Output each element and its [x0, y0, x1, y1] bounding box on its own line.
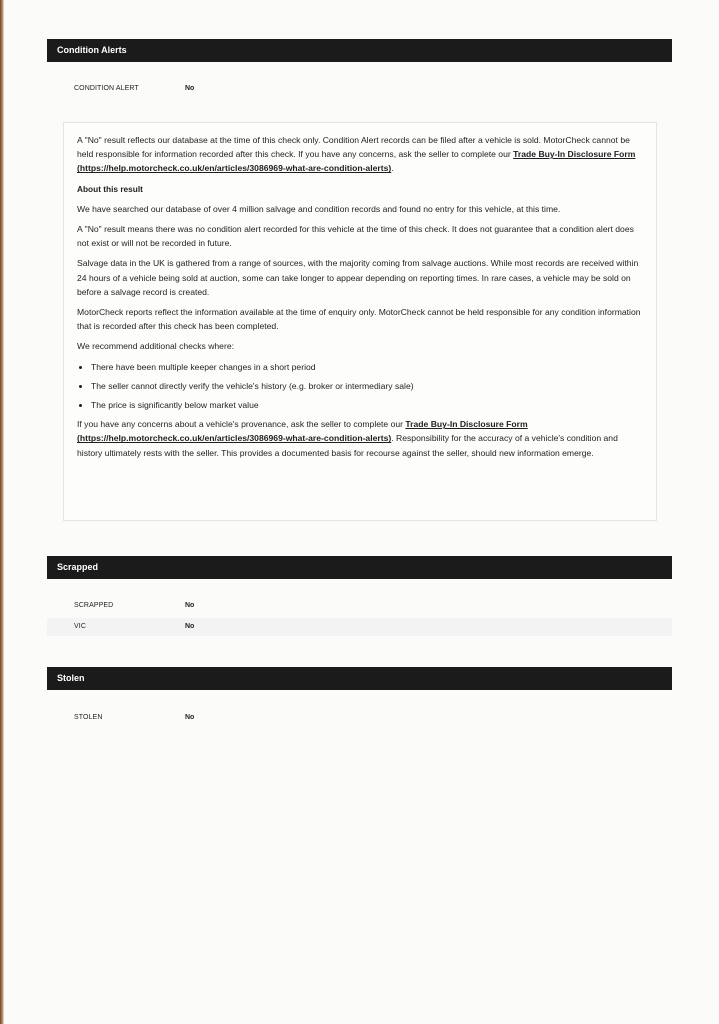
vic-label: VIC — [74, 623, 86, 630]
trade-buy-in-form-link[interactable]: Trade Buy-In Disclosure Form (https://help.motorcheck.co.uk/en/articles/3086969-what-are-condition-alerts) — [77, 149, 636, 174]
about-result-heading: About this result — [77, 183, 143, 194]
condition-alerts-header: Condition Alerts — [47, 39, 672, 62]
salvage-data-paragraph: Salvage data in the UK is gathered from a range of sources, with the majority coming from salvage auctions. While most records are received within 24 hours of a vehicle being sold at auction, some can take longer to appear depending on reporting times. In rare cases, a vehicle may be sold on before a salvage record is created. — [77, 258, 639, 297]
condition-alert-value: No — [185, 85, 195, 92]
condition-alert-row — [47, 80, 672, 98]
vic-value: No — [185, 623, 195, 630]
vic-row — [47, 618, 672, 636]
list-item: • The price is significantly below market value — [91, 398, 643, 412]
list-item: • There have been multiple keeper changes in a short period — [91, 360, 643, 374]
provenance-paragraph — [77, 417, 643, 460]
disclaimer-paragraph — [77, 133, 643, 176]
provenance-end: . Responsibility for the accuracy of a vehicle's condition and history ultimately rests with the seller. This provides a documented basis for recourse against the seller, should new information emerge. — [77, 433, 618, 458]
recommended-checks-list — [77, 360, 643, 413]
disclaimer-end: . — [391, 163, 394, 174]
stolen-header: Stolen — [47, 667, 672, 690]
report-scope-paragraph: MotorCheck reports reflect the information available at the time of enquiry only. MotorCheck cannot be held responsible for any condition information that is recorded after this check has been completed. — [77, 307, 641, 332]
stolen-label: STOLEN — [74, 714, 103, 721]
stolen-value: No — [185, 714, 195, 721]
provenance-text: If you have any concerns about a vehicle's provenance, ask the seller to complete our — [77, 419, 406, 430]
condition-alert-label: CONDITION ALERT — [74, 85, 139, 92]
page-edge — [0, 0, 4, 1024]
trade-buy-in-form-link-2[interactable]: Trade Buy-In Disclosure Form (https://help.motorcheck.co.uk/en/articles/3086969-what-are-condition-alerts) — [77, 419, 528, 444]
scrapped-header: Scrapped — [47, 556, 672, 579]
no-result-meaning-paragraph: A "No" result means there was no condition alert recorded for this vehicle at the time of this check. It does not guarantee that a condition alert does not exist or will not be recorded in future. — [77, 224, 634, 249]
scrapped-label: SCRAPPED — [74, 602, 114, 609]
scrapped-value: No — [185, 602, 195, 609]
disclaimer-text: A "No" result reflects our database at the time of this check only. Condition Alert records can be filed after a vehicle is sold. MotorCheck cannot be held responsible for information recorded after this check. If you have any concerns, ask the seller to complete our — [77, 135, 630, 160]
search-result-paragraph: We have searched our database of over 4 million salvage and condition records and found no entry for this vehicle, at this time. — [77, 203, 561, 214]
stolen-row — [47, 709, 672, 727]
recommend-checks-paragraph: We recommend additional checks where: — [77, 341, 234, 352]
condition-alert-info-box — [63, 122, 657, 521]
scrapped-row — [47, 597, 672, 615]
list-item: • The seller cannot directly verify the vehicle's history (e.g. broker or intermediary sale) — [91, 379, 643, 393]
